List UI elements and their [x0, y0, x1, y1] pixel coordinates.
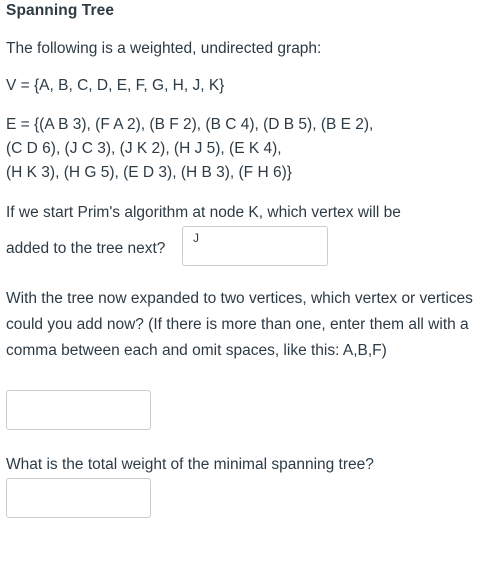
- vertex-set: V = {A, B, C, D, E, F, G, H, J, K}: [6, 77, 225, 94]
- intro-text: The following is a weighted, undirected graph:: [6, 40, 322, 57]
- edge-set-line-3: (H K 3), (H G 5), (E D 3), (H B 3), (F H 6)}: [6, 164, 292, 181]
- edge-set-line-1: E = {(A B 3), (F A 2), (B F 2), (B C 4), (D B 5), (B E 2),: [6, 116, 374, 133]
- q1-text-line-1: If we start Prim's algorithm at node K, which vertex will be: [6, 204, 401, 221]
- q2-text: With the tree now expanded to two vertices, which vertex or vertices could you add now? (If there is more than one, enter them all with a comma between each and omit spaces, like this: A,B,F): [6, 290, 473, 359]
- q3-text: What is the total weight of the minimal spanning tree?: [6, 456, 374, 473]
- edge-set-line-2: (C D 6), (J C 3), (J K 2), (H J 5), (E K 4),: [6, 140, 282, 157]
- q2-answer-input[interactable]: [6, 390, 151, 430]
- q1-answer-input[interactable]: [182, 226, 328, 266]
- q3-answer-input[interactable]: [6, 478, 151, 518]
- q1-text-line-2: added to the tree next?: [6, 240, 166, 257]
- question-title: Spanning Tree: [6, 2, 115, 19]
